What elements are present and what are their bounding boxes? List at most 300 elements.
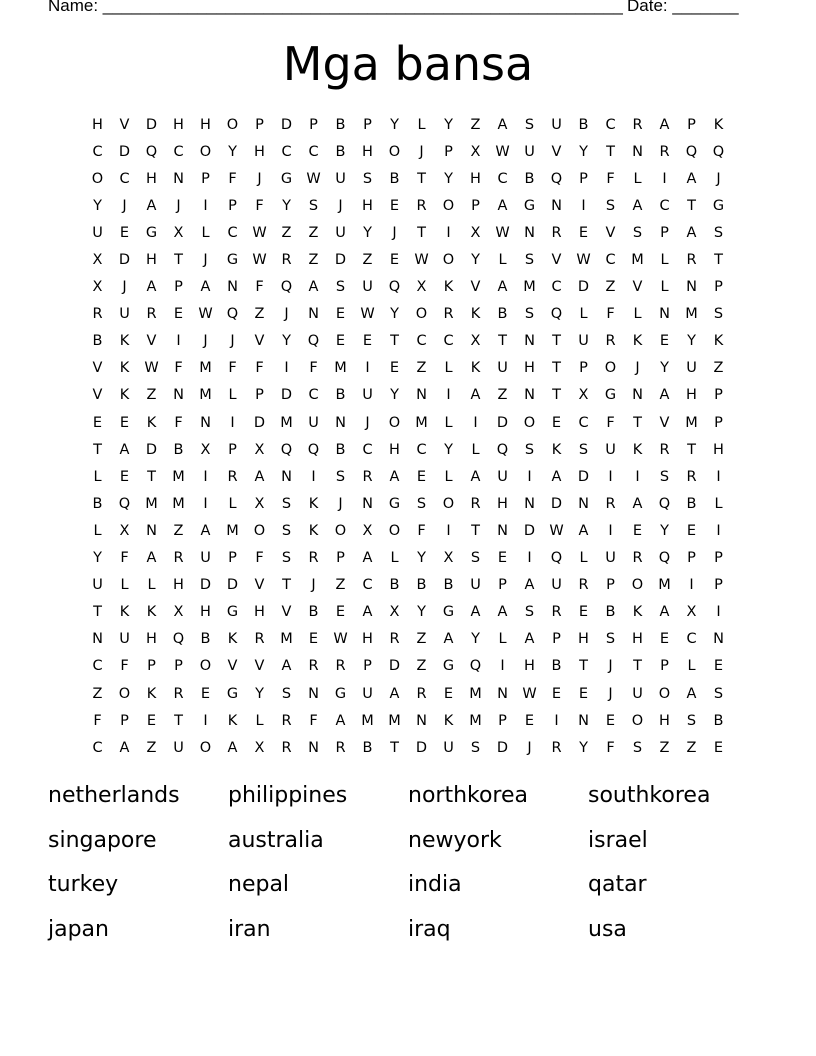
grid-letter: Z xyxy=(686,739,697,756)
grid-letter: K xyxy=(632,604,643,621)
grid-letter: A xyxy=(254,468,265,485)
grid-letter: P xyxy=(174,658,183,675)
grid-letter: L xyxy=(255,712,264,729)
grid-letter: V xyxy=(227,658,238,675)
grid-letter: C xyxy=(416,441,427,458)
grid-letter: E xyxy=(119,414,130,431)
grid-letter: D xyxy=(280,387,293,404)
grid-letter: N xyxy=(92,631,103,648)
grid-letter: N xyxy=(416,712,427,729)
grid-letter: J xyxy=(203,333,208,350)
grid-letter: K xyxy=(443,712,454,729)
grid-letter: T xyxy=(417,170,426,187)
grid-letter: T xyxy=(552,333,561,350)
grid-letter: N xyxy=(173,387,184,404)
grid-letter: Y xyxy=(93,197,102,214)
grid-letter: Q xyxy=(550,306,563,323)
grid-letter: S xyxy=(470,550,481,567)
grid-letter: S xyxy=(335,279,346,296)
grid-letter: R xyxy=(551,739,562,756)
grid-letter: I xyxy=(581,197,586,214)
grid-letter: W xyxy=(198,306,213,323)
grid-letter: Z xyxy=(470,116,481,133)
grid-letter: S xyxy=(470,739,481,756)
grid-letter: R xyxy=(551,224,562,241)
grid-letter: Z xyxy=(92,685,103,702)
grid-letter: B xyxy=(686,495,697,512)
grid-letter: D xyxy=(496,414,509,431)
grid-letter: F xyxy=(606,739,615,756)
grid-letter: D xyxy=(523,522,536,539)
grid-letter: J xyxy=(419,143,424,160)
grid-letter: P xyxy=(147,658,156,675)
grid-letter: H xyxy=(389,441,400,458)
grid-letter: R xyxy=(470,495,481,512)
grid-letter: V xyxy=(119,116,130,133)
grid-letter: I xyxy=(446,224,451,241)
grid-letter: T xyxy=(93,604,102,621)
grid-letter: U xyxy=(173,739,184,756)
grid-letter: M xyxy=(685,414,698,431)
word-bank-item: qatar xyxy=(588,872,647,897)
grid-letter: B xyxy=(308,604,319,621)
grid-letter: E xyxy=(416,468,427,485)
grid-letter: P xyxy=(687,550,696,567)
grid-letter: H xyxy=(200,604,211,621)
grid-letter: Z xyxy=(335,577,346,594)
grid-letter: A xyxy=(524,577,535,594)
grid-letter: L xyxy=(93,522,102,539)
grid-letter: X xyxy=(470,333,481,350)
grid-letter: A xyxy=(362,550,373,567)
grid-letter: Z xyxy=(308,224,319,241)
grid-letter: N xyxy=(686,279,697,296)
grid-letter: P xyxy=(687,116,696,133)
grid-letter: H xyxy=(92,116,103,133)
grid-letter: Y xyxy=(255,685,264,702)
grid-letter: V xyxy=(659,414,670,431)
grid-letter: T xyxy=(687,197,696,214)
grid-letter: C xyxy=(92,739,103,756)
grid-letter: A xyxy=(686,224,697,241)
grid-letter: M xyxy=(280,631,293,648)
grid-letter: P xyxy=(471,197,480,214)
grid-letter: F xyxy=(120,658,129,675)
grid-letter: F xyxy=(174,414,183,431)
grid-letter: P xyxy=(444,143,453,160)
grid-letter: D xyxy=(199,577,212,594)
grid-letter: K xyxy=(308,495,319,512)
grid-letter: L xyxy=(714,495,723,512)
grid-letter: B xyxy=(389,170,400,187)
grid-letter: S xyxy=(713,224,724,241)
grid-letter: S xyxy=(659,468,670,485)
grid-letter: X xyxy=(254,441,265,458)
word-bank-item: northkorea xyxy=(408,783,529,808)
grid-letter: X xyxy=(92,252,103,269)
grid-letter: N xyxy=(200,414,211,431)
grid-letter: N xyxy=(281,468,292,485)
grid-letter: C xyxy=(416,333,427,350)
grid-letter: K xyxy=(119,387,130,404)
grid-letter: R xyxy=(659,441,670,458)
grid-letter: Y xyxy=(579,143,588,160)
grid-letter: N xyxy=(227,279,238,296)
grid-letter: S xyxy=(281,495,292,512)
grid-letter: D xyxy=(253,414,266,431)
grid-letter: W xyxy=(306,170,321,187)
grid-letter: P xyxy=(714,387,723,404)
grid-letter: A xyxy=(200,522,211,539)
grid-letter: E xyxy=(146,712,157,729)
grid-letter: O xyxy=(253,522,266,539)
grid-letter: B xyxy=(362,739,373,756)
grid-letter: Z xyxy=(713,360,724,377)
grid-letter: N xyxy=(578,712,589,729)
grid-letter: Q xyxy=(469,658,482,675)
grid-letter: E xyxy=(173,306,184,323)
grid-letter: M xyxy=(199,387,212,404)
grid-letter: A xyxy=(281,658,292,675)
grid-letter: G xyxy=(712,197,725,214)
word-bank-item: southkorea xyxy=(588,783,711,808)
grid-letter: I xyxy=(230,414,235,431)
grid-letter: H xyxy=(146,252,157,269)
grid-letter: A xyxy=(632,495,643,512)
grid-letter: M xyxy=(334,360,347,377)
grid-letter: C xyxy=(578,414,589,431)
grid-letter: M xyxy=(145,495,158,512)
word-bank-item: israel xyxy=(588,827,648,853)
grid-letter: W xyxy=(495,224,510,241)
grid-letter: F xyxy=(417,522,426,539)
grid-letter: R xyxy=(686,252,697,269)
grid-letter: A xyxy=(308,279,319,296)
grid-letter: H xyxy=(254,604,265,621)
grid-letter: H xyxy=(173,116,184,133)
grid-letter: H xyxy=(497,495,508,512)
grid-letter: E xyxy=(578,224,589,241)
grid-letter: S xyxy=(335,468,346,485)
word-bank-item: usa xyxy=(588,916,627,942)
grid-letter: H xyxy=(362,143,373,160)
grid-letter: R xyxy=(281,739,292,756)
grid-letter: I xyxy=(446,387,451,404)
grid-letter: K xyxy=(119,333,130,350)
grid-letter: Q xyxy=(550,170,563,187)
grid-letter: D xyxy=(118,252,131,269)
grid-letter: V xyxy=(551,252,562,269)
grid-letter: Y xyxy=(282,197,291,214)
grid-letter: A xyxy=(146,279,157,296)
grid-letter: G xyxy=(388,495,401,512)
grid-letter: Y xyxy=(390,116,399,133)
grid-letter: A xyxy=(497,197,508,214)
grid-letter: O xyxy=(604,360,617,377)
grid-letter: S xyxy=(281,685,292,702)
grid-letter: P xyxy=(714,279,723,296)
grid-letter: X xyxy=(578,387,589,404)
grid-letter: B xyxy=(605,604,616,621)
grid-letter: K xyxy=(227,631,238,648)
grid-letter: M xyxy=(523,279,536,296)
grid-letter: R xyxy=(173,685,184,702)
grid-letter: O xyxy=(199,739,212,756)
grid-letter: H xyxy=(524,658,535,675)
grid-letter: F xyxy=(228,360,237,377)
grid-letter: Q xyxy=(280,279,293,296)
grid-letter: A xyxy=(497,279,508,296)
grid-letter: E xyxy=(713,739,724,756)
grid-letter: C xyxy=(119,170,130,187)
grid-letter: I xyxy=(500,658,505,675)
grid-letter: B xyxy=(416,577,427,594)
grid-letter: D xyxy=(145,441,158,458)
word-bank-item: netherlands xyxy=(48,783,180,808)
grid-letter: N xyxy=(335,414,346,431)
grid-letter: L xyxy=(579,306,588,323)
grid-letter: I xyxy=(365,360,370,377)
grid-letter: R xyxy=(308,658,319,675)
grid-letter: C xyxy=(173,143,184,160)
grid-letter: R xyxy=(416,197,427,214)
grid-letter: M xyxy=(658,577,671,594)
grid-letter: B xyxy=(335,441,346,458)
grid-letter: J xyxy=(311,577,316,594)
grid-letter: M xyxy=(685,306,698,323)
grid-letter: T xyxy=(633,658,642,675)
grid-letter: Y xyxy=(93,550,102,567)
grid-letter: U xyxy=(605,550,616,567)
grid-letter: V xyxy=(605,224,616,241)
grid-letter: P xyxy=(714,577,723,594)
word-bank-item: australia xyxy=(228,827,324,853)
grid-letter: P xyxy=(579,170,588,187)
grid-letter: Y xyxy=(363,224,372,241)
word-bank xyxy=(48,778,768,956)
grid-letter: J xyxy=(203,252,208,269)
grid-letter: G xyxy=(442,658,455,675)
grid-letter: P xyxy=(714,550,723,567)
grid-letter: B xyxy=(92,333,103,350)
grid-letter: V xyxy=(254,658,265,675)
grid-letter: A xyxy=(632,197,643,214)
grid-letter: P xyxy=(363,658,372,675)
grid-letter: G xyxy=(334,685,347,702)
grid-letter: H xyxy=(362,631,373,648)
grid-letter: D xyxy=(388,658,401,675)
grid-letter: R xyxy=(659,143,670,160)
grid-letter: K xyxy=(632,333,643,350)
name-field-label: Name: _______________________________________________________ xyxy=(48,0,623,15)
grid-letter: A xyxy=(146,550,157,567)
grid-letter: N xyxy=(146,522,157,539)
grid-letter: D xyxy=(334,252,347,269)
grid-letter: Y xyxy=(390,306,399,323)
grid-letter: A xyxy=(389,468,400,485)
grid-letter: L xyxy=(660,252,669,269)
grid-letter: I xyxy=(473,414,478,431)
word-bank-item: singapore xyxy=(48,827,157,853)
grid-letter: O xyxy=(91,170,104,187)
grid-letter: T xyxy=(552,360,561,377)
grid-letter: R xyxy=(173,550,184,567)
grid-letter: M xyxy=(226,522,239,539)
grid-letter: W xyxy=(414,252,429,269)
grid-letter: U xyxy=(335,170,346,187)
grid-letter: T xyxy=(498,333,507,350)
grid-letter: P xyxy=(255,387,264,404)
grid-letter: K xyxy=(146,685,157,702)
grid-letter: X xyxy=(686,604,697,621)
date-field-label: Date: _______ xyxy=(627,0,739,15)
grid-letter: C xyxy=(443,333,454,350)
grid-letter: E xyxy=(200,685,211,702)
grid-letter: W xyxy=(549,522,564,539)
grid-letter: A xyxy=(686,170,697,187)
grid-letter: G xyxy=(226,252,239,269)
grid-letter: Y xyxy=(660,360,669,377)
grid-letter: L xyxy=(471,441,480,458)
grid-letter: J xyxy=(338,495,343,512)
grid-letter: A xyxy=(227,739,238,756)
grid-letter: N xyxy=(362,495,373,512)
grid-letter: U xyxy=(524,143,535,160)
grid-letter: R xyxy=(632,550,643,567)
grid-letter: L xyxy=(444,360,453,377)
grid-letter: L xyxy=(633,170,642,187)
grid-letter: Q xyxy=(685,143,698,160)
grid-letter: X xyxy=(173,224,184,241)
grid-letter: U xyxy=(578,333,589,350)
grid-letter: E xyxy=(119,468,130,485)
grid-letter: O xyxy=(388,522,401,539)
grid-letter: M xyxy=(631,252,644,269)
grid-letter: A xyxy=(119,441,130,458)
grid-letter: J xyxy=(338,197,343,214)
grid-letter: T xyxy=(633,414,642,431)
grid-letter: A xyxy=(200,279,211,296)
grid-letter: U xyxy=(497,468,508,485)
grid-letter: C xyxy=(227,224,238,241)
grid-letter: X xyxy=(173,604,184,621)
grid-letter: B xyxy=(713,712,724,729)
grid-letter: J xyxy=(122,279,127,296)
grid-letter: K xyxy=(119,604,130,621)
grid-letter: N xyxy=(524,495,535,512)
grid-letter: J xyxy=(365,414,370,431)
grid-letter: P xyxy=(714,414,723,431)
grid-letter: L xyxy=(201,224,210,241)
grid-letter: G xyxy=(442,604,455,621)
grid-letter: P xyxy=(363,116,372,133)
grid-letter: U xyxy=(470,577,481,594)
grid-letter: O xyxy=(388,414,401,431)
grid-letter: L xyxy=(228,495,237,512)
grid-letter: V xyxy=(146,333,157,350)
grid-letter: A xyxy=(389,685,400,702)
grid-letter: B xyxy=(443,577,454,594)
grid-letter: V xyxy=(92,387,103,404)
grid-letter: L xyxy=(390,550,399,567)
grid-letter: X xyxy=(92,279,103,296)
grid-letter: S xyxy=(686,712,697,729)
grid-letter: R xyxy=(686,468,697,485)
grid-letter: W xyxy=(252,224,267,241)
grid-letter: Q xyxy=(658,550,671,567)
grid-letter: O xyxy=(442,197,455,214)
grid-letter: U xyxy=(443,739,454,756)
grid-letter: J xyxy=(608,658,613,675)
grid-letter: L xyxy=(120,577,129,594)
grid-letter: Z xyxy=(308,252,319,269)
grid-letter: C xyxy=(659,197,670,214)
grid-letter: N xyxy=(308,306,319,323)
grid-letter: H xyxy=(173,577,184,594)
grid-letter: R xyxy=(281,712,292,729)
grid-letter: B xyxy=(200,631,211,648)
grid-letter: L xyxy=(444,468,453,485)
grid-letter: O xyxy=(199,658,212,675)
grid-letter: I xyxy=(284,360,289,377)
grid-letter: S xyxy=(308,197,319,214)
grid-letter: Y xyxy=(417,604,426,621)
grid-letter: E xyxy=(335,604,346,621)
grid-letter: G xyxy=(145,224,158,241)
grid-letter: C xyxy=(605,252,616,269)
grid-letter: S xyxy=(632,224,643,241)
grid-letter: U xyxy=(551,116,562,133)
grid-letter: C xyxy=(308,387,319,404)
grid-letter: R xyxy=(227,468,238,485)
word-bank-item: philippines xyxy=(228,783,348,808)
grid-letter: U xyxy=(362,685,373,702)
grid-letter: O xyxy=(199,143,212,160)
grid-letter: C xyxy=(605,116,616,133)
grid-letter: E xyxy=(632,522,643,539)
grid-letter: X xyxy=(119,522,130,539)
grid-letter: R xyxy=(605,333,616,350)
grid-letter: R xyxy=(389,631,400,648)
grid-letter: A xyxy=(146,197,157,214)
grid-letter: N xyxy=(308,739,319,756)
grid-letter: Z xyxy=(416,360,427,377)
grid-letter: V xyxy=(254,577,265,594)
grid-letter: C xyxy=(92,143,103,160)
grid-letter: U xyxy=(551,577,562,594)
grid-letter: C xyxy=(551,279,562,296)
page-title: Mga bansa xyxy=(282,37,534,91)
grid-letter: U xyxy=(119,631,130,648)
grid-letter: O xyxy=(442,495,455,512)
grid-letter: N xyxy=(524,333,535,350)
grid-letter: I xyxy=(203,468,208,485)
grid-letter: C xyxy=(362,441,373,458)
grid-letter: Z xyxy=(281,224,292,241)
grid-letter: F xyxy=(309,360,318,377)
grid-letter: N xyxy=(713,631,724,648)
grid-letter: A xyxy=(524,631,535,648)
grid-letter: Q xyxy=(280,441,293,458)
grid-letter: C xyxy=(686,631,697,648)
grid-letter: D xyxy=(577,279,590,296)
grid-letter: E xyxy=(389,197,400,214)
grid-letter: A xyxy=(362,604,373,621)
grid-letter: Y xyxy=(417,550,426,567)
grid-letter: J xyxy=(608,685,613,702)
grid-letter: D xyxy=(280,116,293,133)
grid-letter: A xyxy=(497,116,508,133)
